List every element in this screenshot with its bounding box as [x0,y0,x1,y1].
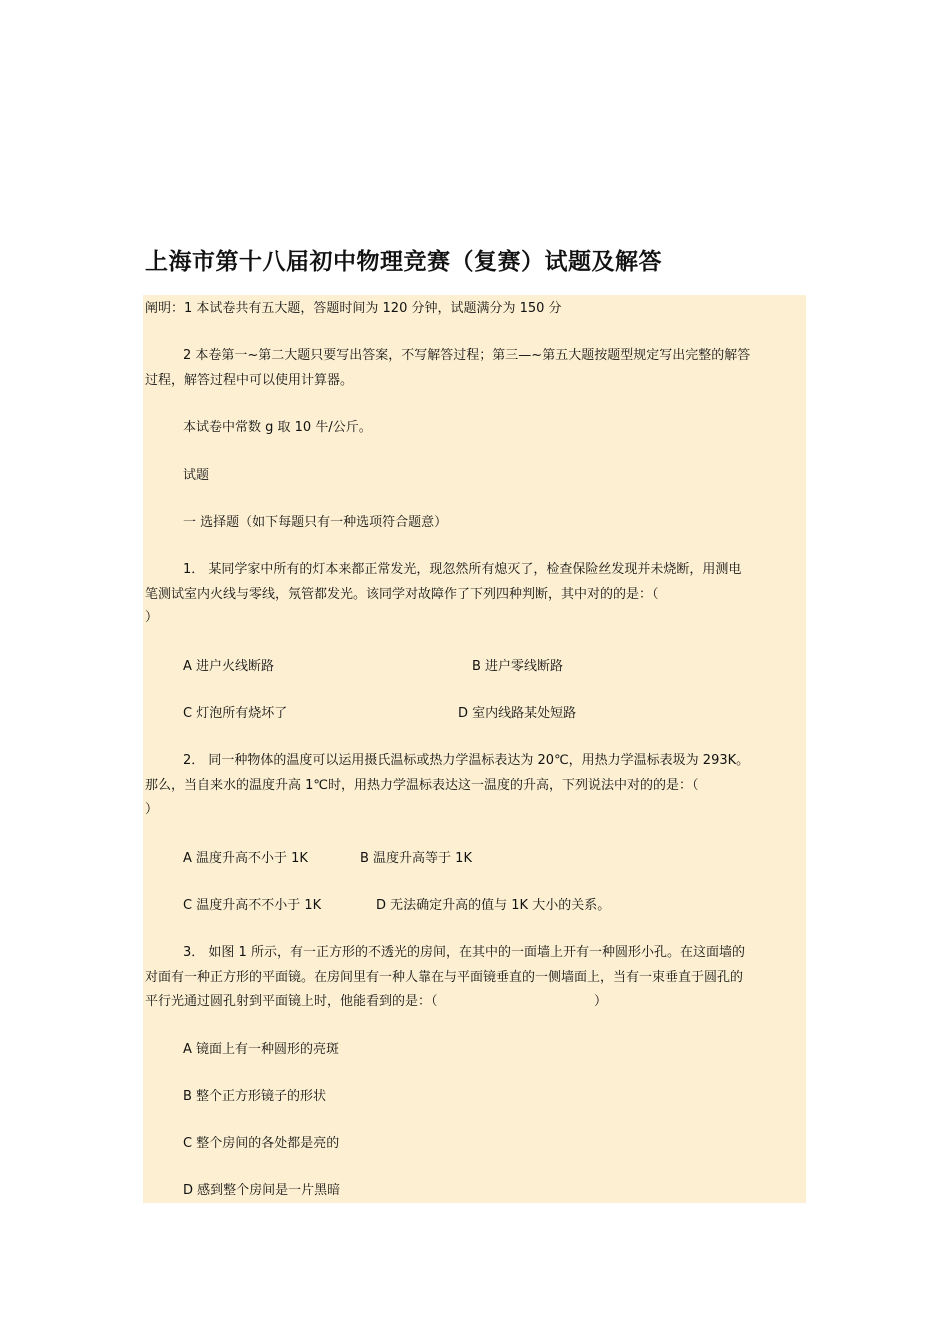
exam-notes-line-2b: 过程，解答过程中可以使用计算器。 [145,373,354,388]
q1-text-line-2: 笔测试室内火线与零线，氖管都发光。该同学对故障作了下列四种判断，其中对的的是：（ [145,587,659,602]
section-label: 试题 [183,468,210,483]
q1-option-c: C 灯泡所有烧坏了 [183,706,288,721]
q3-option-d: D 感到整个房间是一片黑暗 [183,1183,341,1198]
q1-option-b: B 进户零线断路 [472,659,564,674]
q2-option-c: C 温度升高不不小于 1K [183,898,322,913]
q3-option-c: C 整个房间的各处都是亮的 [183,1136,340,1151]
exam-notes-line-1: 阐明：1 本试卷共有五大题，答题时间为 120 分钟，试题满分为 150 分 [145,301,562,316]
q3-option-b: B 整个正方形镜子的形状 [183,1089,327,1104]
q1-text-line-1: 1． 某同学家中所有的灯本来都正常发光，现忽然所有熄灭了，检查保险丝发现并未烧断，用测电 [183,562,742,577]
q3-text-line-3a: 平行光通过圆孔射到平面镜上时，他能看到的是：（ [145,994,438,1009]
q1-option-a: A 进户火线断路 [183,659,275,674]
exam-notes-line-2a: 2 本卷第一~第二大题只要写出答案，不写解答过程；第三—~第五大题按题型规定写出完整的解答 [183,348,751,363]
q2-text-line-3: ） [145,802,159,817]
q3-option-a: A 镜面上有一种圆形的亮斑 [183,1042,340,1057]
q2-text-line-2: 那么，当自来水的温度升高 1℃时，用热力学温标表达这一温度的升高，下列说法中对的的是：（ [145,778,699,793]
exam-notes-line-3: 本试卷中常数 g 取 10 牛/公斤。 [183,420,372,435]
q3-text-line-1: 3． 如图 1 所示，有一正方形的不透光的房间，在其中的一面墙上开有一种圆形小孔。在这面墙的 [183,945,745,960]
q2-option-d: D 无法确定升高的值与 1K 大小的关系。 [376,898,611,913]
q2-option-a: A 温度升高不小于 1K [183,851,308,866]
q3-text-line-2: 对面有一种正方形的平面镜。在房间里有一种人靠在与平面镜垂直的一侧墙面上，当有一束垂直于圆孔的 [145,970,744,985]
q3-text-line-3b: ） [594,994,608,1009]
q2-option-b: B 温度升高等于 1K [360,851,472,866]
q2-text-line-1: 2． 同一种物体的温度可以运用摄氏温标或热力学温标表达为 20℃，用热力学温标表圾为 293K。 [183,753,750,768]
q1-text-line-3: ） [145,610,159,625]
part1-heading: 一 选择题（如下每题只有一种选项符合题意） [183,515,448,530]
document-title: 上海市第十八届初中物理竞赛（复赛）试题及解答 [145,249,662,275]
q1-option-d: D 室内线路某处短路 [458,706,577,721]
